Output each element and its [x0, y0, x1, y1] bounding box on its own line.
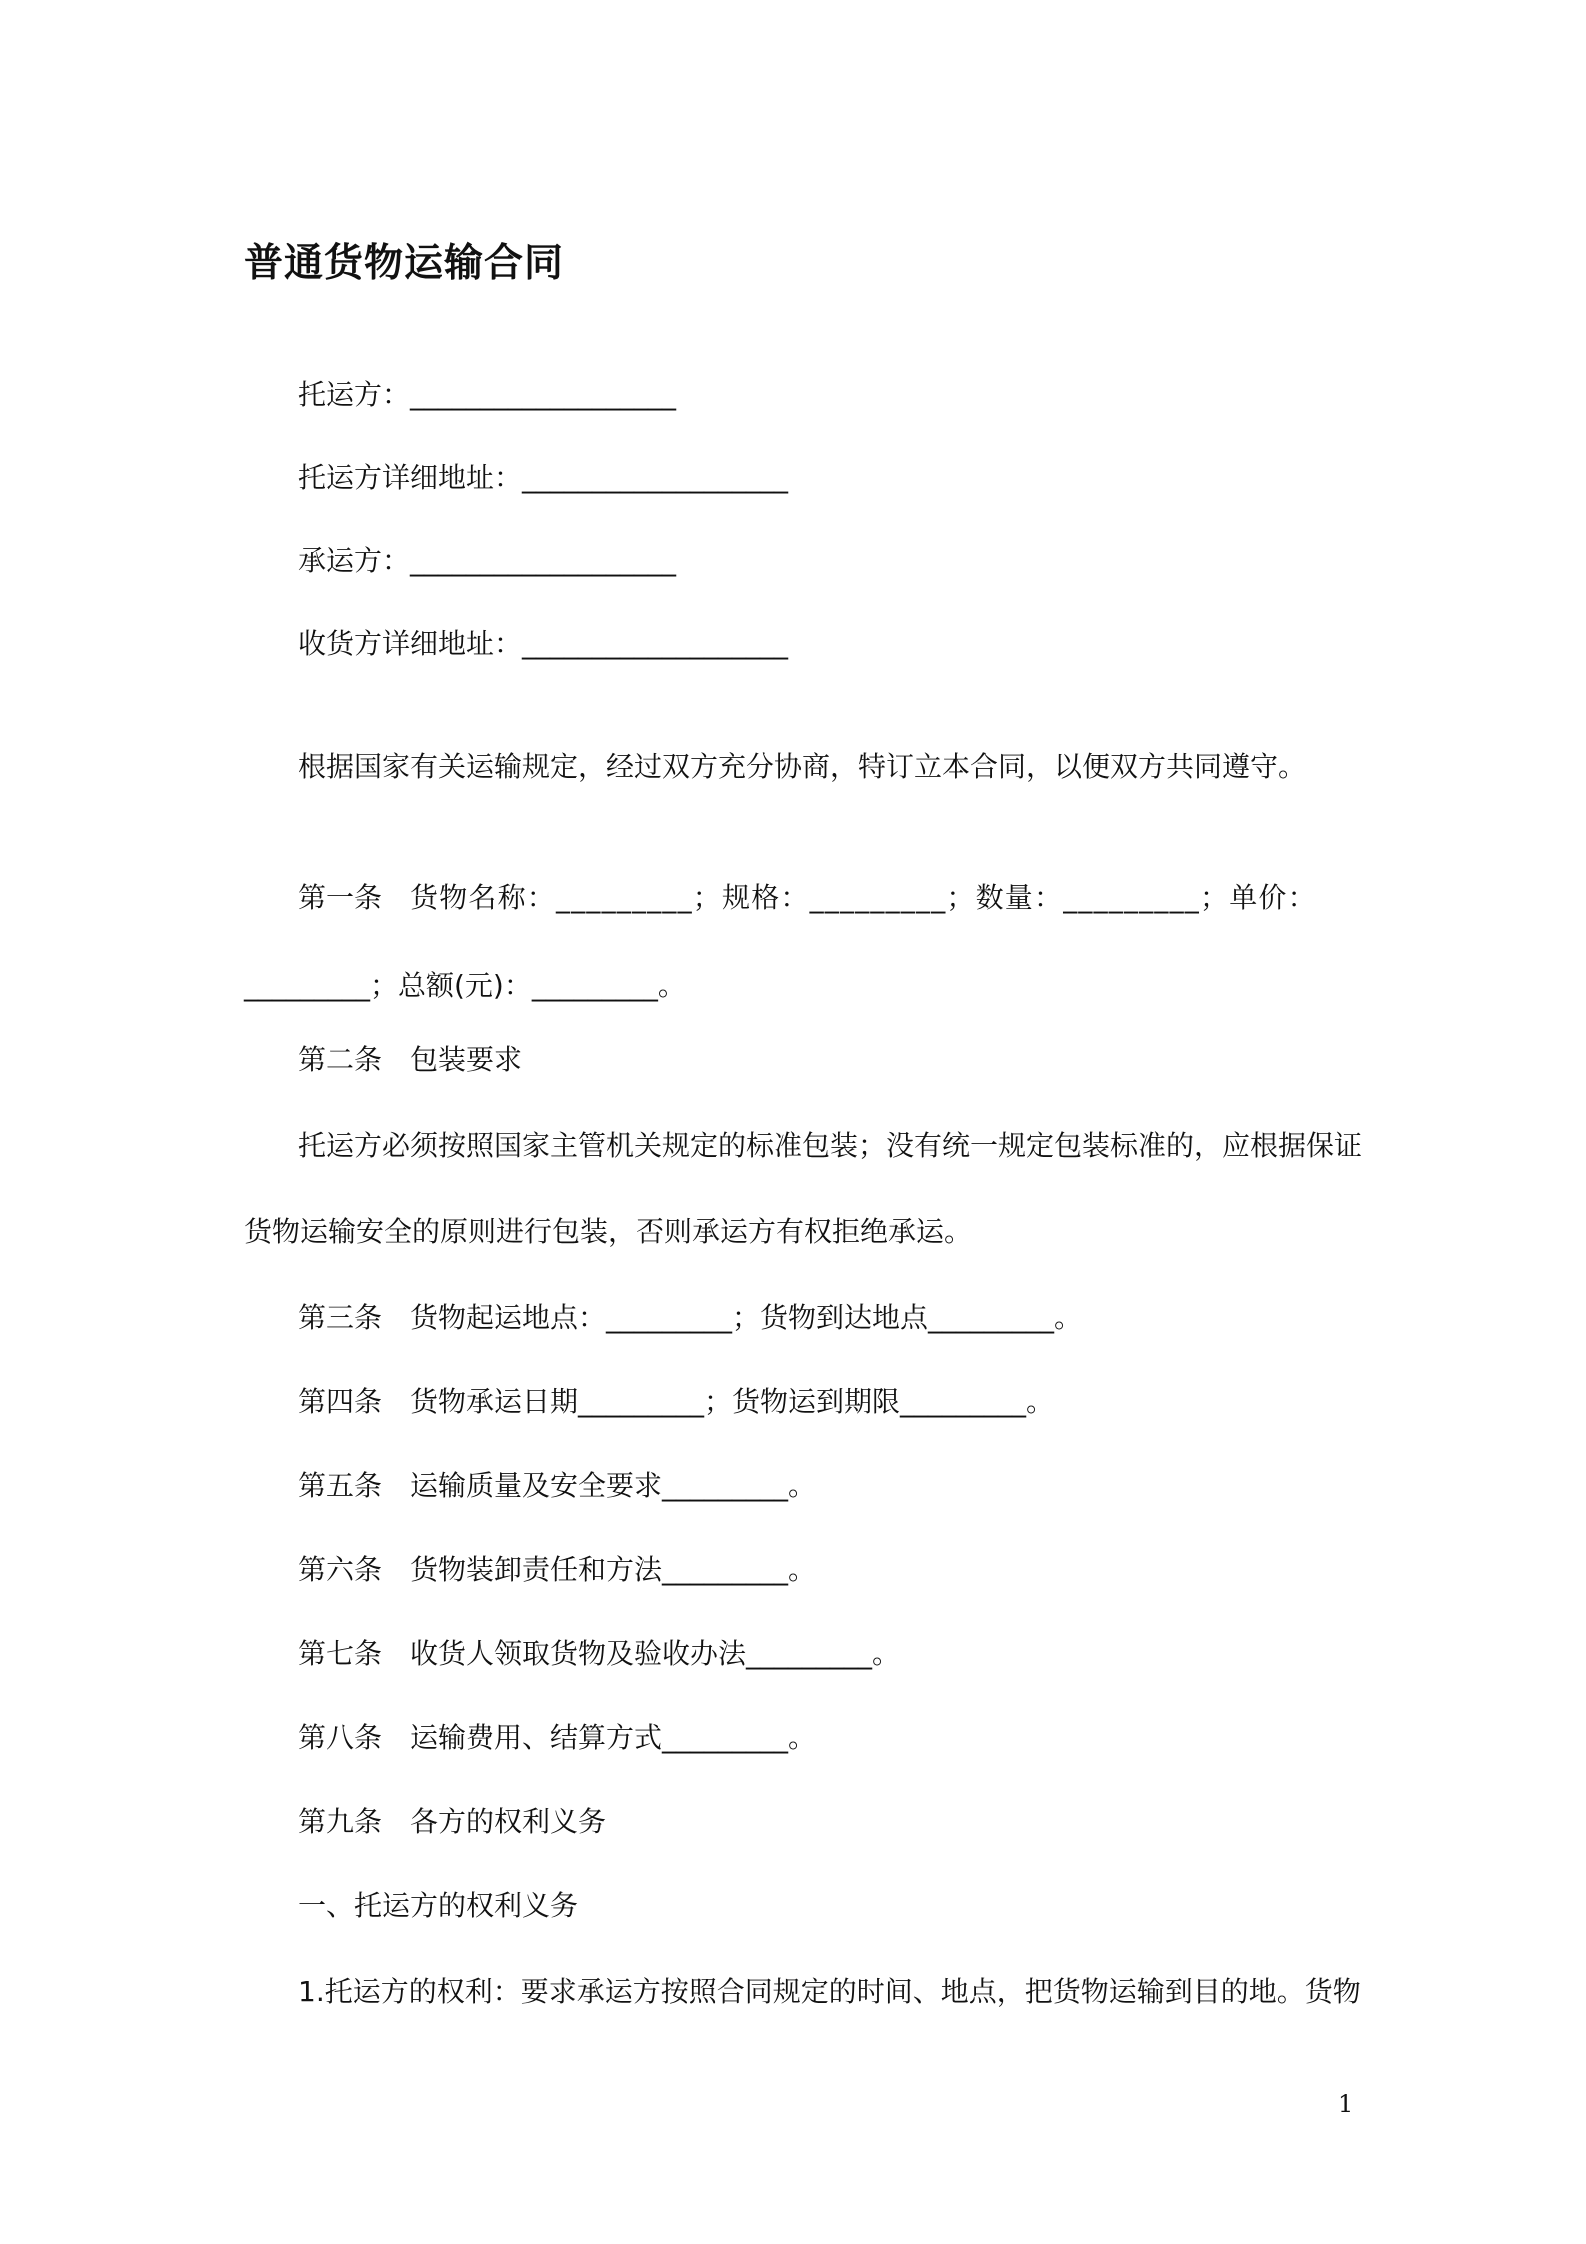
article-6: [298, 1550, 816, 1590]
article-3-text: 货物起运地点：_________；货物到达地点_________。: [410, 1301, 1083, 1334]
article-3-heading: 第三条: [298, 1301, 383, 1334]
article-1-heading: 第一条: [298, 881, 383, 914]
article-5-heading: 第五条: [298, 1469, 383, 1502]
article-8: [298, 1718, 816, 1758]
article-9-text: 各方的权利义务: [410, 1805, 607, 1838]
preamble: 根据国家有关运输规定，经过双方充分协商，特订立本合同，以便双方共同遵守。: [298, 750, 1307, 783]
article-7-heading: 第七条: [298, 1637, 383, 1670]
article-4-heading: 第四条: [298, 1385, 383, 1418]
article-2-title: 包装要求: [410, 1043, 523, 1076]
article-9: [298, 1802, 606, 1842]
article-7: [298, 1634, 900, 1674]
article-6-text: 货物装卸责任和方法_________。: [410, 1553, 817, 1586]
article-6-heading: 第六条: [298, 1553, 383, 1586]
consignee-address-field: 收货方详细地址：___________________: [298, 627, 789, 660]
article-2-body1: 托运方必须按照国家主管机关规定的标准包装；没有统一规定包装标准的，应根据保证: [298, 1129, 1363, 1162]
article-1-line2: _________；总额(元)：_________。: [244, 969, 686, 1002]
article-2-heading: 第二条: [298, 1043, 383, 1076]
article-7-text: 收货人领取货物及验收办法_________。: [410, 1637, 901, 1670]
consignor-field: 托运方：___________________: [298, 378, 677, 411]
article-4-text: 货物承运日期_________；货物运到期限_________。: [410, 1385, 1055, 1418]
article-8-text: 运输费用、结算方式_________。: [410, 1721, 817, 1754]
article-2-body2: 货物运输安全的原则进行包装，否则承运方有权拒绝承运。: [244, 1215, 973, 1248]
article-5: [298, 1466, 816, 1506]
article-1-line1: 货物名称：_________；规格：_________；数量：_________；单价：: [410, 881, 1317, 914]
article-4: [298, 1382, 1054, 1422]
item-1: 1.托运方的权利：要求承运方按照合同规定的时间、地点，把货物运输到目的地。货物: [298, 1975, 1361, 2008]
article-3: [298, 1298, 1082, 1338]
article-9-heading: 第九条: [298, 1805, 383, 1838]
article-1: [298, 878, 1317, 918]
article-5-text: 运输质量及安全要求_________。: [410, 1469, 817, 1502]
page-number: 1: [1338, 2090, 1354, 2118]
section-1-heading: 一、托运方的权利义务: [298, 1889, 579, 1922]
carrier-field: 承运方：___________________: [298, 544, 677, 577]
article-2: [298, 1040, 522, 1080]
consignor-address-field: 托运方详细地址：___________________: [298, 461, 789, 494]
document-title: 普通货物运输合同: [244, 241, 565, 286]
article-8-heading: 第八条: [298, 1721, 383, 1754]
